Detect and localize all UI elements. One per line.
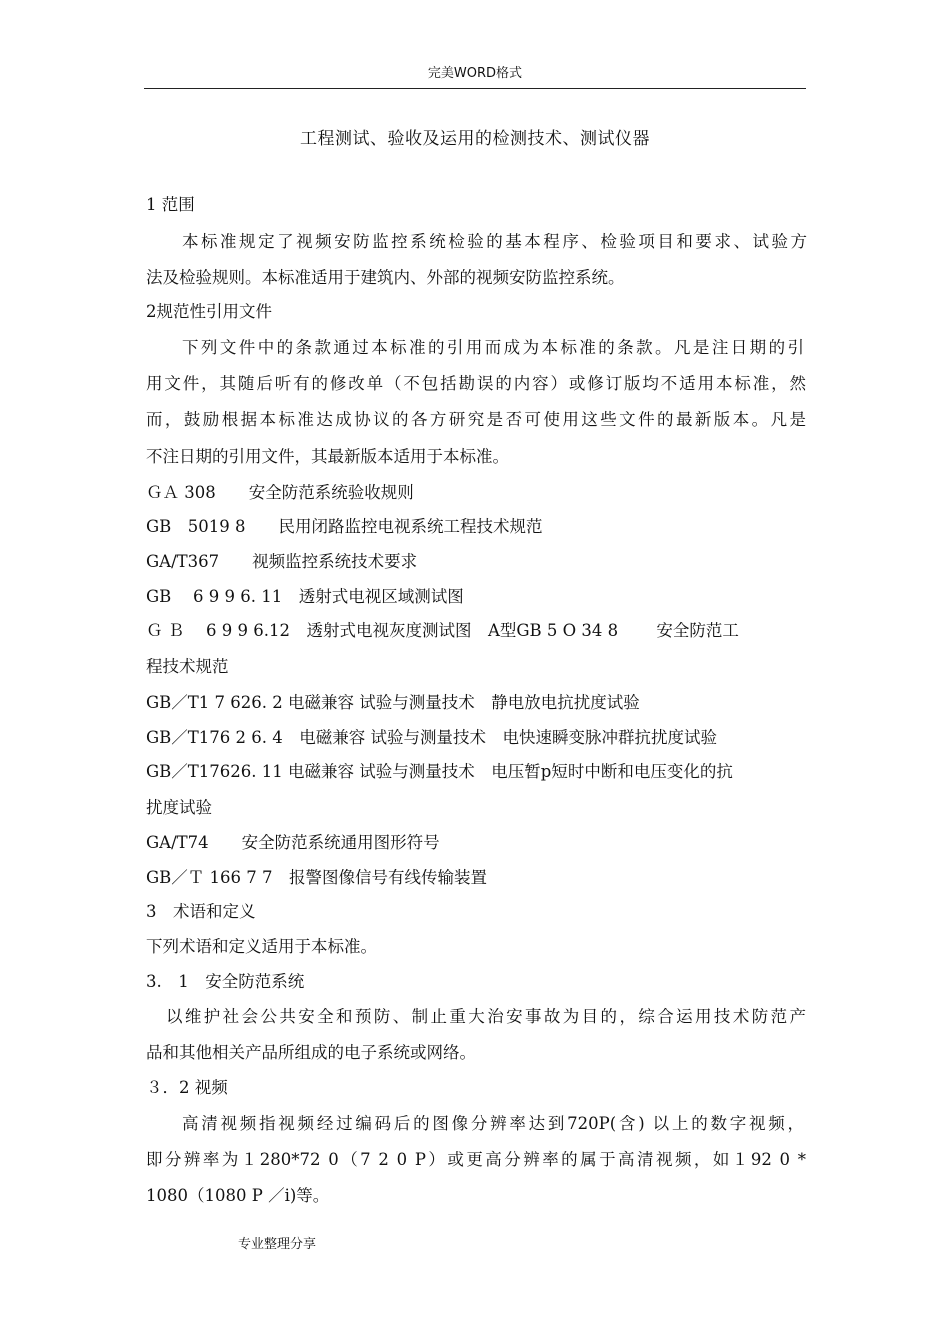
reference-line: 扰度试验 <box>146 798 212 817</box>
paragraph-line: 法及检验规则。本标准适用于建筑内、外部的视频安防监控系统。 <box>146 268 625 287</box>
paragraph-line: 品和其他相关产品所组成的电子系统或网络。 <box>146 1043 476 1062</box>
reference-line: GB／T176 2 6. 4 电磁兼容 试验与测量技术 电快速瞬变脉冲群抗扰度试验 <box>146 728 718 747</box>
page-header <box>144 64 806 89</box>
paragraph-line: 以维护社会公共安全和预防、制止重大治安事故为目的，综合运用技术防范产 <box>166 1007 806 1026</box>
paragraph-line: 而，鼓励根据本标准达成协议的各方研究是否可使用这些文件的最新版本。凡是 <box>146 410 806 429</box>
page-footer: 专业整理分享 <box>238 1237 317 1252</box>
paragraph-line: 用文件，其随后听有的修改单（不包括勘误的内容）或修订版均不适用本标准，然 <box>146 374 806 393</box>
document-title: 工程测试、验收及运用的检测技术、测试仪器 <box>300 129 650 149</box>
reference-line: GB／T17626. 11 电磁兼容 试验与测量技术 电压暂p短时中断和电压变化的抗 <box>146 762 733 781</box>
reference-line: GB／Ｔ 166 7 7 报警图像信号有线传输装置 <box>146 868 488 887</box>
subsection-heading: 3. 1 安全防范系统 <box>146 972 305 991</box>
paragraph-line: 不注日期的引用文件，其最新版本适用于本标准。 <box>146 447 509 466</box>
paragraph-line: 本标准规定了视频安防监控系统检验的基本程序、检验项目和要求、试验方 <box>182 232 807 251</box>
section-heading: 1 范围 <box>146 195 195 214</box>
subsection-heading: ３．2 视频 <box>146 1078 228 1097</box>
reference-line: 程技术规范 <box>146 657 229 676</box>
section-heading: 2规范性引用文件 <box>146 302 272 321</box>
reference-line: GB 6 9 9 6. 11 透射式电视区域测试图 <box>146 587 464 606</box>
section-heading: 3 术语和定义 <box>146 902 256 921</box>
reference-line: Ｇ Ｂ 6 9 9 6.12 透射式电视灰度测试图 A型GB 5 O 34 8 安全防范工 <box>146 621 739 640</box>
paragraph-line: 即分辨率为１280*72 0（7 2 0 P）或更高分辨率的属于高清视频，如１92 0 * <box>146 1150 806 1169</box>
paragraph-line: 1080（1080 P ／i)等。 <box>146 1186 330 1205</box>
reference-line: GA/T367 视频监控系统技术要求 <box>146 552 418 571</box>
header-text: 完美WORD格式 <box>427 66 523 81</box>
reference-line: GB 5019 8 民用闭路监控电视系统工程技术规范 <box>146 517 543 536</box>
reference-line: ＧＡ 308 安全防范系统验收规则 <box>146 483 414 502</box>
reference-line: GA/T74 安全防范系统通用图形符号 <box>146 833 440 852</box>
reference-line: GB／T1 7 626. 2 电磁兼容 试验与测量技术 静电放电抗扰度试验 <box>146 693 640 712</box>
paragraph-line: 高清视频指视频经过编码后的图像分辨率达到720P(含) 以上的数字视频， <box>182 1114 804 1133</box>
paragraph-line: 下列术语和定义适用于本标准。 <box>146 937 377 956</box>
paragraph-line: 下列文件中的条款通过本标准的引用而成为本标准的条款。凡是注日期的引 <box>182 338 804 357</box>
